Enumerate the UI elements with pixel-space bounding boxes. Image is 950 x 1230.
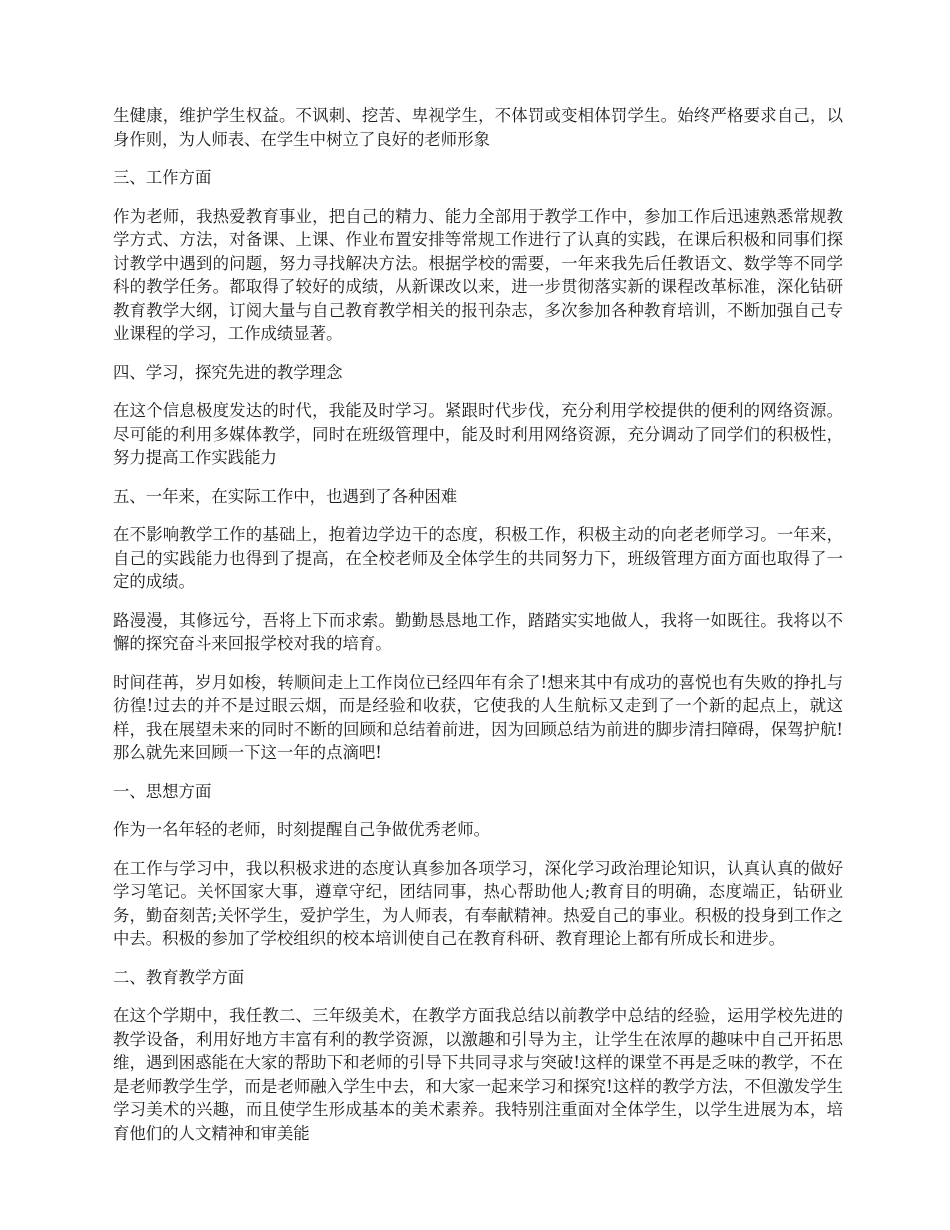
heading-ideology: 一、思想方面 [113,781,212,801]
heading-work: 三、工作方面 [113,168,212,187]
paragraph-student-rights: 生健康，维护学生权益。不讽刺、挖苦、卑视学生，不体罚或变相体罚学生。始终严格要求自己，以身作则，为人师表、在学生中树立了良好的老师形象 [113,106,843,149]
paragraph-young-teacher: 作为一名年轻的老师，时刻提醒自己争做优秀老师。 [113,820,490,839]
heading-study: 四、学习，探究先进的教学理念 [113,362,343,382]
paragraph-time-flies: 时间荏苒，岁月如梭，转顺间走上工作岗位已经四年有余了!想来其中有成功的喜悦也有失败的挣扎与彷徨!过去的并不是过眼云烟，而是经验和收获，它使我的人生航标又走到了一个新的起点上，就这样，我在展望未来的同时不断的回顾和总结着前进，因为回顾总结为前进的脚步清扫障碍，保驾护航!那么就先来回顾一下这一年的点滴吧! [113,672,843,762]
document-page [113,104,843,1160]
heading-difficulties: 五、一年来，在实际工作中，也遇到了各种困难 [113,486,458,506]
paragraph-ideology: 在工作与学习中，我以积极求进的态度认真参加各项学习，深化学习政治理论知识，认真认真的做好学习笔记。关怀国家大事，遵章守纪，团结同事，热心帮助他人;教育目的明确，态度端正，钻研业务，勤奋刻苦;关怀学生，爱护学生，为人师表，有奉献精神。热爱自己的事业。积极的投身到工作之中去。积极的参加了学校组织的校本培训使自己在教育科研、教育理论上都有所成长和进步。 [113,858,843,948]
heading-teaching: 二、教育教学方面 [113,967,245,987]
paragraph-study: 在这个信息极度发达的时代，我能及时学习。紧跟时代步伐，充分利用学校提供的便利的网络资源。尽可能的利用多媒体教学，同时在班级管理中，能及时利用网络资源，充分调动了同学们的积极性，努力提高工作实践能力 [113,401,843,467]
paragraph-work: 作为老师，我热爱教育事业，把自己的精力、能力全部用于教学工作中，参加工作后迅速熟悉常规教学方式、方法，对备课、上课、作业布置安排等常规工作进行了认真的实践，在课后积极和同事们探讨教学中遇到的问题，努力寻找解决方法。根据学校的需要，一年来我先后任教语文、数学等不同学科的教学任务。都取得了较好的成绩，从新课改以来，进一步贯彻落实新的课程改革标准，深化钻研教育教学大纲，订阅大量与自己教育教学相关的报刊杂志，多次参加各种教育培训，不断加强自己专业课程的学习，工作成绩显著。 [113,206,843,343]
paragraph-teaching: 在这个学期中，我任教二、三年级美术，在教学方面我总结以前教学中总结的经验，运用学校先进的教学设备，利用好地方丰富有利的教学资源，以激趣和引导为主，让学生在浓厚的趣味中自己开拓思维，遇到困惑能在大家的帮助下和老师的引导下共同寻求与突破!这样的课堂不再是乏味的教学，不在是老师教学生学，而是老师融入学生中去，和大家一起来学习和探究!这样的教学方法，不但激发学生学习美术的兴趣，而且使学生形成基本的美术素养。我特别注重面对全体学生，以学生进展为本，培育他们的人文精神和审美能 [113,1006,843,1143]
paragraph-long-road: 路漫漫，其修远兮，吾将上下而求索。勤勤恳恳地工作，踏踏实实地做人，我将一如既往。我将以不懈的探究奋斗来回报学校对我的培育。 [113,610,843,653]
paragraph-difficulties: 在不影响教学工作的基础上，抱着边学边干的态度，积极工作，积极主动的向老老师学习。一年来，自己的实践能力也得到了提高，在全校老师及全体学生的共同努力下，班级管理方面方面也取得了一定的成绩。 [113,525,843,591]
